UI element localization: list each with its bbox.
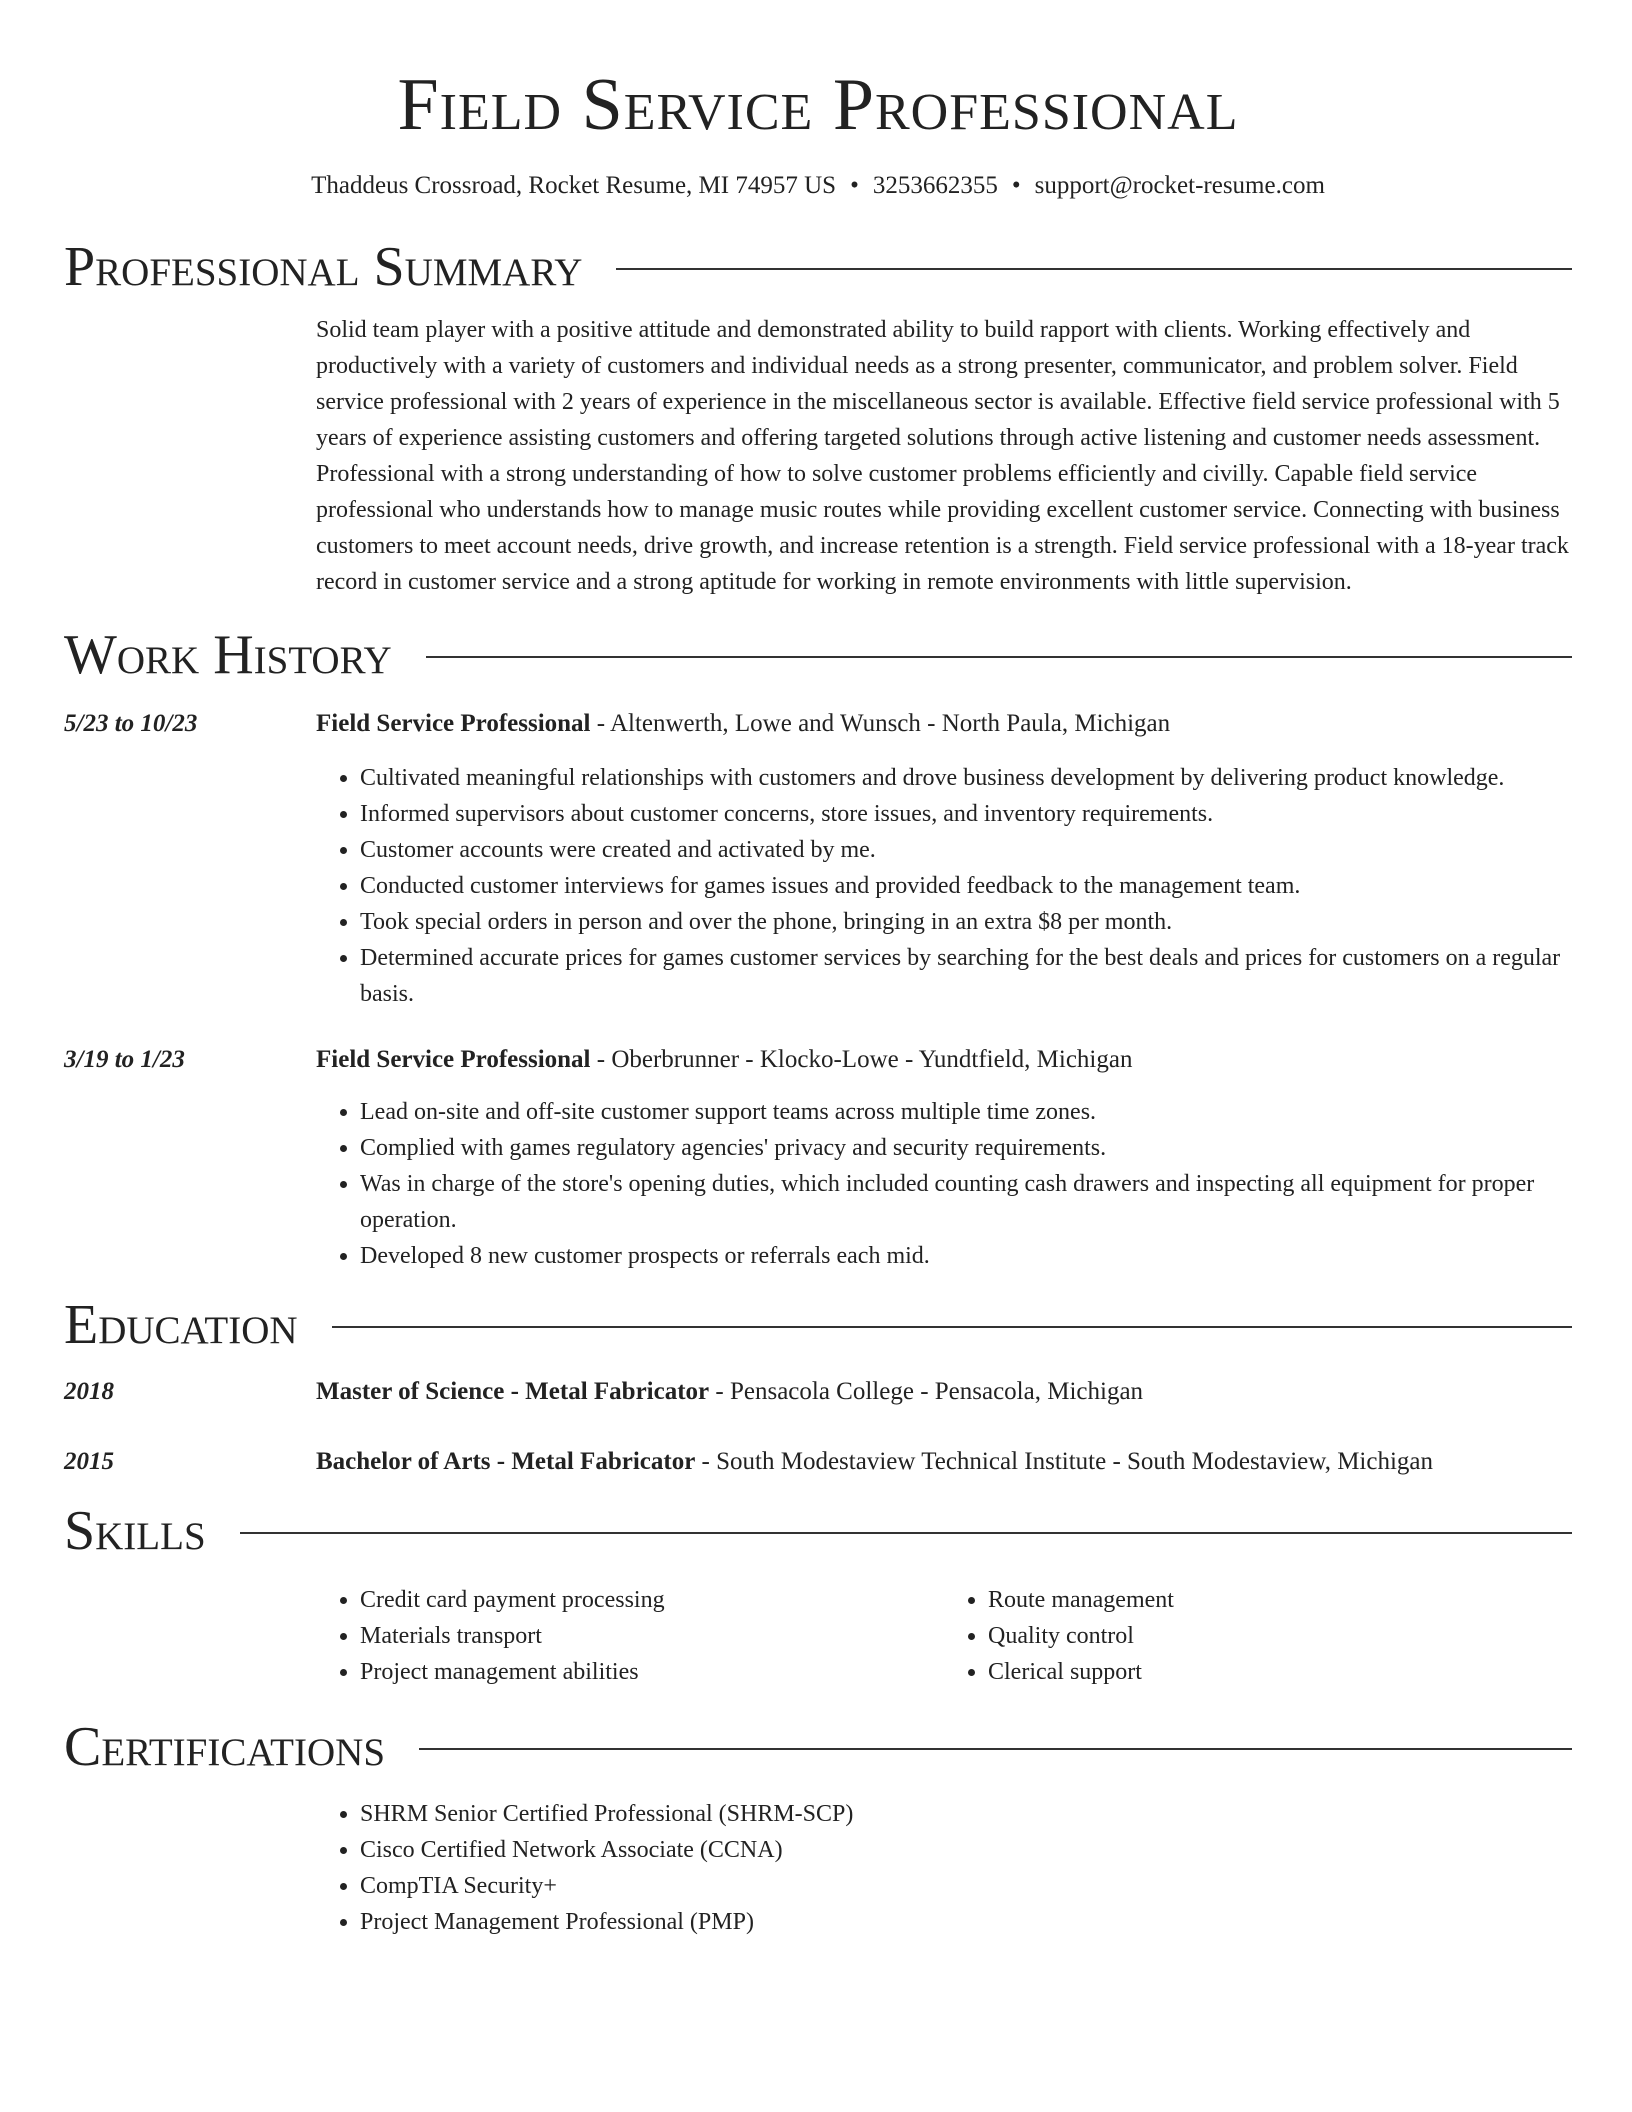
- resume-page: [64, 0, 1572, 1940]
- education-section: [64, 1290, 1572, 1480]
- certifications-section: [64, 1712, 1572, 1940]
- education-entry: [64, 1444, 1572, 1480]
- contact-phone: 3253662355: [872, 172, 998, 199]
- certifications-body: [316, 1796, 1572, 1940]
- section-divider: [332, 1326, 1572, 1328]
- job-bullet: • Conducted customer interviews for games issues and provided feedback to the management team.: [360, 868, 1572, 904]
- work-history-section: [64, 620, 1572, 1274]
- contact-line: [64, 170, 1572, 202]
- job-dates: 3/19 to 1/23: [64, 1046, 185, 1073]
- candidate-name: Field Service Professional: [397, 64, 1239, 146]
- section-divider: [240, 1532, 1572, 1534]
- job-bullet: • Cultivated meaningful relationships with customers and drove business development by delivering product knowledge.: [360, 760, 1572, 796]
- certifications-header: [64, 1712, 1572, 1782]
- job-details: - Altenwerth, Lowe and Wunsch - North Paula, Michigan: [590, 710, 1171, 737]
- education-line: [316, 1374, 1572, 1410]
- summary-section: [64, 232, 1572, 600]
- skills-heading: Skills: [64, 1500, 206, 1562]
- education-year: 2015: [64, 1448, 114, 1475]
- certifications-heading: Certifications: [64, 1716, 386, 1778]
- contact-separator: •: [850, 172, 859, 199]
- section-divider: [426, 656, 1572, 658]
- job-entry: [64, 1042, 1572, 1274]
- job-bullet: • Took special orders in person and over the phone, bringing in an extra $8 per month.: [360, 904, 1572, 940]
- job-bullets: [316, 1094, 1572, 1274]
- summary-body: [316, 312, 1572, 600]
- work-history-header: [64, 620, 1572, 690]
- section-divider: [616, 268, 1572, 270]
- skill-item: • Quality control: [988, 1618, 1572, 1654]
- job-bullet: • Complied with games regulatory agencies' privacy and security requirements.: [360, 1130, 1572, 1166]
- education-year: 2018: [64, 1378, 114, 1405]
- job-details: - Oberbrunner - Klocko-Lowe - Yundtfield, Michigan: [590, 1046, 1133, 1073]
- job-bullet: • Lead on-site and off-site customer support teams across multiple time zones.: [360, 1094, 1572, 1130]
- skill-item: • Route management: [988, 1582, 1572, 1618]
- job-title: Field Service Professional: [316, 710, 591, 737]
- education-degree: Bachelor of Arts - Metal Fabricator: [316, 1448, 696, 1475]
- education-line: [316, 1444, 1572, 1480]
- skill-item: • Credit card payment processing: [360, 1582, 944, 1618]
- section-divider: [419, 1748, 1572, 1750]
- work-history-heading: Work History: [64, 624, 392, 686]
- summary-header: [64, 232, 1572, 302]
- job-bullet: • Developed 8 new customer prospects or referrals each mid.: [360, 1238, 1572, 1274]
- education-heading: Education: [64, 1294, 298, 1356]
- job-header: [316, 1042, 1572, 1078]
- contact-address: Thaddeus Crossroad, Rocket Resume, MI 74957 US: [311, 172, 837, 199]
- job-dates: 5/23 to 10/23: [64, 710, 198, 737]
- education-entry: [64, 1374, 1572, 1410]
- certification-item: • Project Management Professional (PMP): [360, 1904, 1572, 1940]
- contact-separator: •: [1011, 172, 1021, 199]
- job-title: Field Service Professional: [316, 1046, 591, 1073]
- skill-item: • Materials transport: [360, 1618, 944, 1654]
- skills-list: [316, 1582, 1572, 1690]
- job-bullets: [316, 760, 1572, 1012]
- certification-item: • CompTIA Security+: [360, 1868, 1572, 1904]
- certification-item: • Cisco Certified Network Associate (CCNA): [360, 1832, 1572, 1868]
- job-entry: [64, 706, 1572, 1012]
- job-header: [316, 706, 1572, 742]
- contact-email: support@rocket-resume.com: [1034, 172, 1325, 199]
- certifications-list: [316, 1796, 1572, 1940]
- certification-item: • SHRM Senior Certified Professional (SHRM-SCP): [360, 1796, 1572, 1832]
- job-bullet: • Determined accurate prices for games customer services by searching for the best deals and prices for customers on a regular basis.: [360, 940, 1572, 1012]
- skills-section: [64, 1496, 1572, 1690]
- skills-column-left: [316, 1582, 944, 1690]
- job-bullet: • Informed supervisors about customer concerns, store issues, and inventory requirements.: [360, 796, 1572, 832]
- job-bullet: • Customer accounts were created and activated by me.: [360, 832, 1572, 868]
- job-bullet: • Was in charge of the store's opening duties, which included counting cash drawers and inspecting all equipment for proper operation.: [360, 1166, 1572, 1238]
- skill-item: • Project management abilities: [360, 1654, 944, 1690]
- education-details: - South Modestaview Technical Institute - South Modestaview, Michigan: [695, 1448, 1434, 1475]
- education-degree: Master of Science - Metal Fabricator: [316, 1378, 710, 1405]
- skills-header: [64, 1496, 1572, 1566]
- education-details: - Pensacola College - Pensacola, Michigan: [709, 1378, 1144, 1405]
- skill-item: • Clerical support: [988, 1654, 1572, 1690]
- skills-column-right: [944, 1582, 1572, 1690]
- summary-heading: Professional Summary: [64, 236, 583, 298]
- education-header: [64, 1290, 1572, 1360]
- summary-text: Solid team player with a positive attitude and demonstrated ability to build rapport with clients. Working effectively and productively with a variety of customers and individual needs as a strong presenter, communicator, and problem solver. Field service professional with 2 years of experience in the miscellaneous sector is available. Effective field service professional with 5 years of experience assisting customers and offering targeted solutions through active listening and customer needs assessment. Professional with a strong understanding of how to solve customer problems efficiently and civilly. Capable field service professional who understands how to manage music routes while providing excellent customer service. Connecting with business customers to meet account needs, drive growth, and increase retention is a strength. Field service professional with a 18-year track record in customer service and a strong aptitude for working in remote environments with little supervision.: [316, 317, 1569, 595]
